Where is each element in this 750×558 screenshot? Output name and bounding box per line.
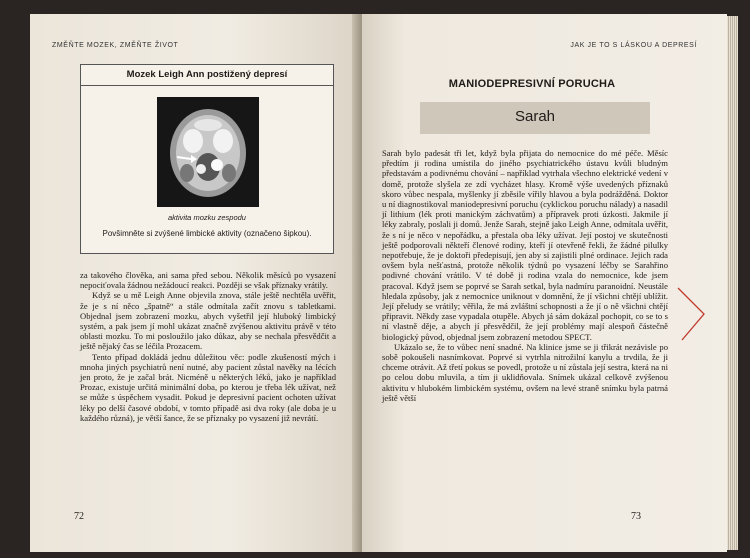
paragraph: Když se u mě Leigh Anne objevila znova, stále ještě nechtěla uvěřit, že je s ní něco „špatně“ a stále odmítala začít znovu s tabletkami. Objednal jsem zobrazení mozku, abych vyšetřil její hluboký limbický systém, a pak jsem jí mohl ukázat značně zvýšenou aktivitu právě v této oblasti mozku. To mi posloužilo jako důkaz, aby se nechala přesvědčit a ještě nějaký čas se léčila Prozacem. — [80, 290, 336, 352]
left-body-text — [80, 270, 336, 423]
figure-caption: aktivita mozku zespodu — [168, 213, 246, 222]
figure-box — [80, 64, 334, 254]
paragraph: Ukázalo se, že to vůbec není snadné. Na klinice jsme se ji třikrát nezávisle po sobě pokoušeli nasnímkovat. Poprvé si vytrhla nitrožilní kanylu a trvdila, že ji chceme otrávit. Až třetí pokus se povedl, protože u ní zůstala její sestra, která na ni po celou dobu mluvila, a tím ji uklidňovala. Snímek ukázal celkově zvýšenou aktivitu v hlubokém limbickém systému, ovšem na levé straně snímku byla patrná ještě větší — [382, 341, 668, 403]
figure-divider — [81, 85, 333, 86]
page-number-right: 73 — [631, 511, 641, 522]
running-head-left: ZMĚŇTE MOZEK, ZMĚŇTE ŽIVOT — [52, 42, 179, 49]
paragraph: Tento případ dokládá jednu důležitou věc: podle zkušeností mých i mnoha jiných psychiatrů není nutné, aby pacient zůstal navěky na lécích jen proto, že je začal brát. Nicméně u některých léků, jako je například Prozac, existuje určitá minimální doba, po kterou je třeba lék užívat, než se může s úspěchem vysadit. Pokud je depresivní pacient ochoten užívat léky po delší časové období, v tomto případě asi dva roky (ale doba je u každého různá), je větší šance, že se příznaky po vysazení již nevrátí. — [80, 351, 336, 423]
left-page — [30, 14, 360, 552]
pen-annotation-mark — [674, 284, 714, 344]
chapter-title: MANIODEPRESIVNÍ PORUCHA — [448, 78, 616, 90]
page-stack-edge — [727, 16, 738, 550]
brain-scan-image — [157, 97, 259, 207]
paragraph: Sarah bylo padesát tři let, když byla přijata do nemocnice do mé péče. Měsíc předtím ji rodina umístila do jiného psychiatrického ústavu kvůli bludným představám a podivnému chování – například vytrhala všechno elektrické vedení v domě, protože slyšela ze zdí vycházet hlasy. Kromě výše uvedených příznaků skoro vůbec nespala, myšlenky jí zběsile vířily hlavou a byla podrážděná. Doktor u ní diagnostikoval maniodepresivní poruchu (cyklickou poruchu nálady) a nasadil jí lithium (lék proti manickým záchvatům) a přípravek proti úzkosti. Jakmile jí léky zabraly, poslali ji domů. Jenže Sarah, stejně jako Leigh Anne, odmítala uvěřit, že s ní je něco v nepořádku, a přestala oba léky užívat. Její postoj ve skutečnosti ještě podporovali někteří členové rodiny, kteří jí otevřeně řekli, že žádné pilulky nepotřebuje, že je doktoři předepisují, jen aby si zajistili plné ordinace. Jejich rada ovšem byla nešťastná, protože několik týdnů po vysazení léčby se Sarahřino podivné chování vrátilo. V té době ji rodina vzala do nemocnice, kde jsem pracoval. Když jsem se poprvé se Sarah setkal, byla nadmíru paranoidní. Neustále hledala způsoby, jak z nemocnice uniknout v domnění, že jí všichni chtějí ublížit. Její přeludy se vrátily; věřila, že má zvláštní schopnosti a že jí o ně všichni chtějí připravit. Někdy zase vypadala otupěle. Abych já sám dokázal pochopit, co se to s ní vlastně děje, a abych jí přesvědčil, že její problémy mají alespoň částečně biologický původ, objednal jsem zobrazení metodou SPECT. — [382, 148, 668, 342]
right-page — [362, 14, 727, 552]
page-number-left: 72 — [74, 511, 84, 522]
figure-title: Mozek Leigh Ann postižený depresí — [126, 69, 288, 80]
figure-note: Povšimněte si zvýšené limbické aktivity (označeno šipkou). — [102, 229, 312, 238]
right-body-text — [382, 148, 668, 403]
paragraph: za takového člověka, ani sama před sebou. Několik měsíců po vysazení nepociťovala žádnou nežádoucí reakci. Později se však příznaky vrátily. — [80, 270, 336, 291]
section-title: Sarah — [514, 108, 556, 125]
section-title-band — [420, 102, 650, 134]
running-head-right: JAK JE TO S LÁSKOU A DEPRESÍ — [570, 42, 697, 49]
